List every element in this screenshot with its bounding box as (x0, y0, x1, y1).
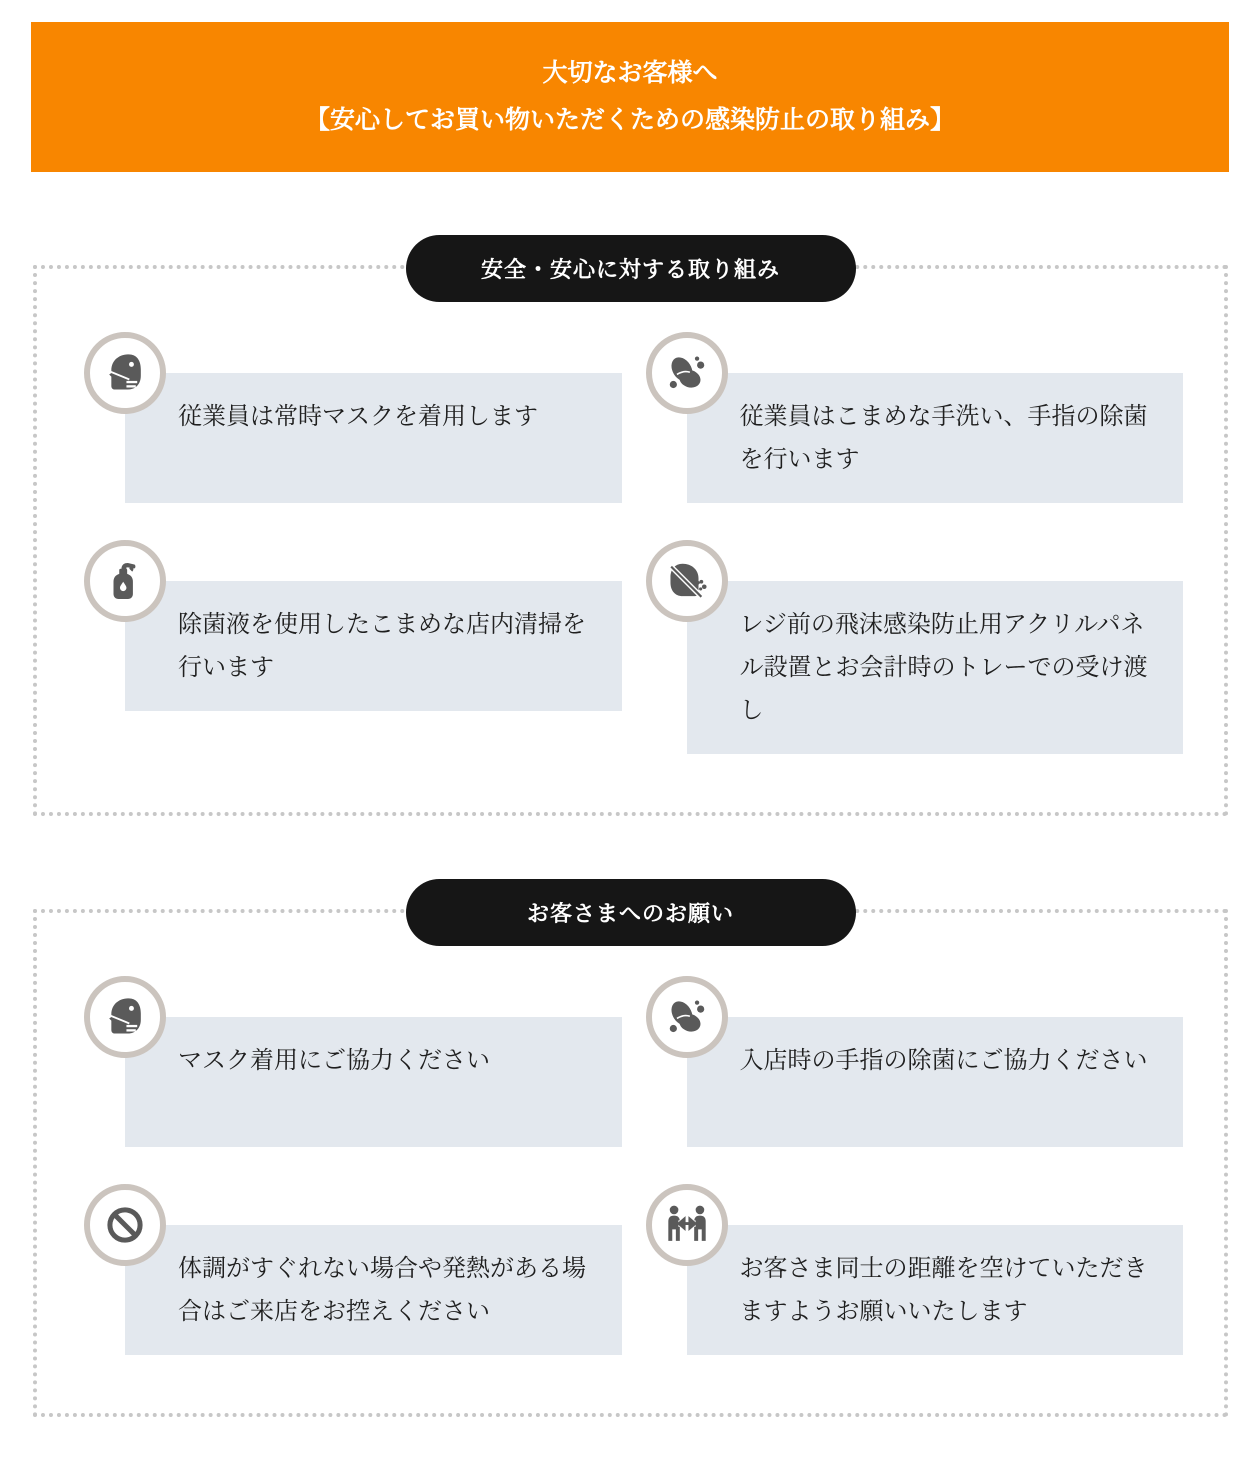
droplet-prevention-icon (646, 540, 728, 622)
items-grid (83, 1017, 1183, 1355)
list-item (83, 373, 622, 503)
prohibition-icon (84, 1184, 166, 1266)
list-item (645, 373, 1184, 503)
item-text-box: 従業員はこまめな手洗い、手指の除菌を行います (687, 373, 1184, 503)
sanitizer-spray-icon (84, 540, 166, 622)
item-text-box: レジ前の飛沫感染防止用アクリルパネル設置とお会計時のトレーでの受け渡し (687, 581, 1184, 754)
hand-washing-icon (646, 332, 728, 414)
item-text-box: 従業員は常時マスクを着用します (125, 373, 622, 503)
mask-face-icon (84, 976, 166, 1058)
social-distance-icon (646, 1184, 728, 1266)
item-text-box: 入店時の手指の除菌にご協力ください (687, 1017, 1184, 1147)
items-grid (83, 373, 1183, 754)
section-title-pill: お客さまへのお願い (406, 879, 856, 946)
list-item (645, 1017, 1184, 1147)
list-item (83, 1225, 622, 1355)
section-title-pill: 安全・安心に対する取り組み (406, 235, 856, 302)
item-text-box: お客さま同士の距離を空けていただきますようお願いいたします (687, 1225, 1184, 1355)
banner-title: 大切なお客様へ (542, 58, 718, 87)
notice-banner (31, 22, 1229, 172)
banner-subtitle: 【安心してお買い物いただくための感染防止の取り組み】 (304, 106, 955, 134)
item-text-box: 体調がすぐれない場合や発熱がある場合はご来店をお控えください (125, 1225, 622, 1355)
item-text-box: 除菌液を使用したこまめな店内清掃を行います (125, 581, 622, 711)
section-safety-initiatives (33, 257, 1228, 816)
list-item (83, 581, 622, 754)
hand-washing-icon (646, 976, 728, 1058)
list-item (645, 1225, 1184, 1355)
list-item (83, 1017, 622, 1147)
section-customer-requests (33, 901, 1228, 1417)
list-item (645, 581, 1184, 754)
item-text-box: マスク着用にご協力ください (125, 1017, 622, 1147)
mask-face-icon (84, 332, 166, 414)
